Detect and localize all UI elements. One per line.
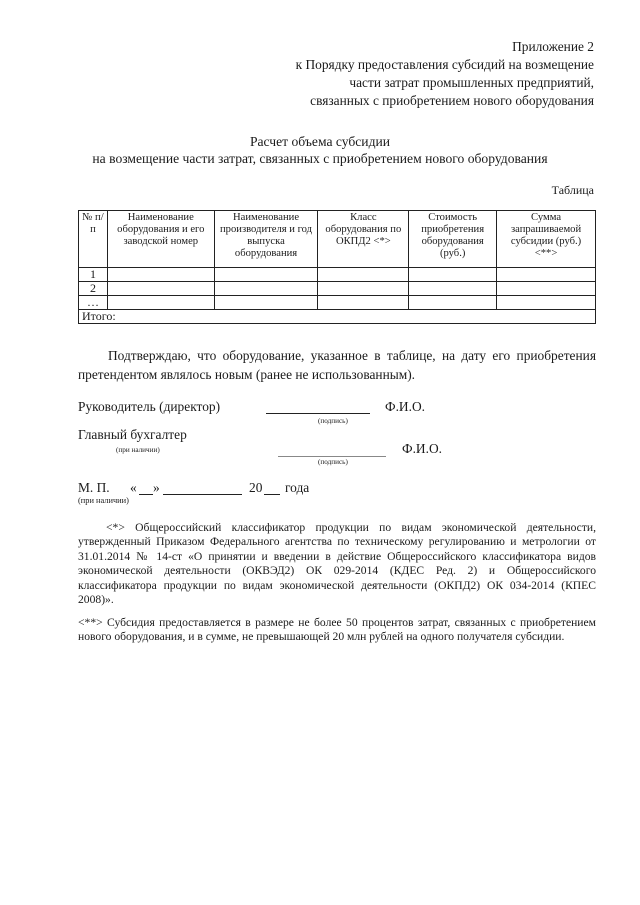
signature-hint: (подпись)	[318, 417, 348, 425]
footnote-subsidy: <**> Субсидия предоставляется в размере не более 50 процентов затрат, связанных с приобретением нового оборудования, и в сумме, не превышающей 20 млн рублей на одного получателя субсидии.	[78, 616, 596, 644]
table-cell[interactable]	[497, 282, 596, 296]
director-signature-line[interactable]	[266, 412, 370, 414]
accountant-fio: Ф.И.О.	[402, 441, 442, 456]
row-number: 2	[79, 282, 108, 296]
table-row	[79, 282, 596, 296]
table-label: Таблица	[551, 183, 594, 197]
table-cell[interactable]	[107, 282, 214, 296]
accountant-signature-line[interactable]	[278, 455, 386, 457]
year-suffix: года	[285, 480, 310, 495]
table-cell[interactable]	[318, 268, 409, 282]
header-cell: № п/п	[79, 211, 108, 268]
appendix-header	[296, 38, 594, 110]
year-field[interactable]	[264, 493, 280, 495]
title-line: на возмещение части затрат, связанных с приобретением нового оборудования	[92, 151, 548, 166]
director-label: Руководитель (директор)	[78, 399, 221, 414]
month-field[interactable]	[163, 493, 242, 495]
year-prefix: 20	[249, 480, 263, 495]
header-cell: Наименование оборудования и его заводской номер	[107, 211, 214, 268]
date-close-quote: »	[153, 480, 160, 495]
table-cell[interactable]	[409, 282, 497, 296]
table-total-row	[79, 310, 596, 324]
appendix-line: части затрат промышленных предприятий,	[349, 75, 594, 90]
header-cell: Сумма запрашиваемой субсидии (руб.) <**>	[497, 211, 596, 268]
total-label: Итого:	[79, 310, 596, 324]
table-cell[interactable]	[214, 296, 318, 310]
appendix-line: к Порядку предоставления субсидий на возмещение	[295, 57, 594, 72]
stamp-label: М. П.	[78, 480, 110, 495]
date-open-quote: «	[130, 480, 137, 495]
header-cell: Наименование производителя и год выпуска оборудования	[214, 211, 318, 268]
table-cell[interactable]	[318, 282, 409, 296]
table-row	[79, 296, 596, 310]
header-cell: Стоимость приобретения оборудования (руб.)	[409, 211, 497, 268]
table-row	[79, 268, 596, 282]
accountant-label: Главный бухгалтер	[78, 427, 187, 442]
day-field[interactable]	[139, 493, 153, 495]
table-cell[interactable]	[318, 296, 409, 310]
subsidy-table	[78, 210, 596, 324]
table-cell[interactable]	[214, 282, 318, 296]
stamp-if-any: (при наличии)	[78, 496, 129, 505]
appendix-number: Приложение 2	[512, 39, 594, 54]
table-cell[interactable]	[214, 268, 318, 282]
table-cell[interactable]	[409, 268, 497, 282]
appendix-line: связанных с приобретением нового оборудования	[310, 93, 594, 108]
row-number: 1	[79, 268, 108, 282]
signature-hint: (подпись)	[318, 458, 348, 466]
footnote-okpd2: <*> Общероссийский классификатор продукции по видам экономической деятельности, утвержденный Приказом Федерального агентства по техническому регулированию и метрологии от 31.01.2014 № 14-ст «О принятии и введении в действие Общероссийского классификатора видов экономической деятельности (ОКВЭД2) ОК 029-2014 (КДЕС Ред. 2) и Общероссийского классификатора продукции по видам экономической деятельности (ОКПД2) ОК 034-2014 (КПЕС 2008)».	[78, 521, 596, 607]
document-title	[0, 133, 640, 167]
table-header-row	[79, 211, 596, 268]
confirmation-text: Подтверждаю, что оборудование, указанное в таблице, на дату его приобретения претендентом являлось новым (ранее не использованным).	[78, 348, 596, 382]
table-cell[interactable]	[409, 296, 497, 310]
title-line: Расчет объема субсидии	[249, 134, 391, 149]
header-cell: Класс оборудования по ОКПД2 <*>	[318, 211, 409, 268]
accountant-if-any: (при наличии)	[116, 446, 160, 454]
row-number: …	[79, 296, 108, 310]
table-cell[interactable]	[497, 268, 596, 282]
director-fio: Ф.И.О.	[385, 399, 425, 414]
table-cell[interactable]	[107, 268, 214, 282]
table-cell[interactable]	[497, 296, 596, 310]
table-cell[interactable]	[107, 296, 214, 310]
